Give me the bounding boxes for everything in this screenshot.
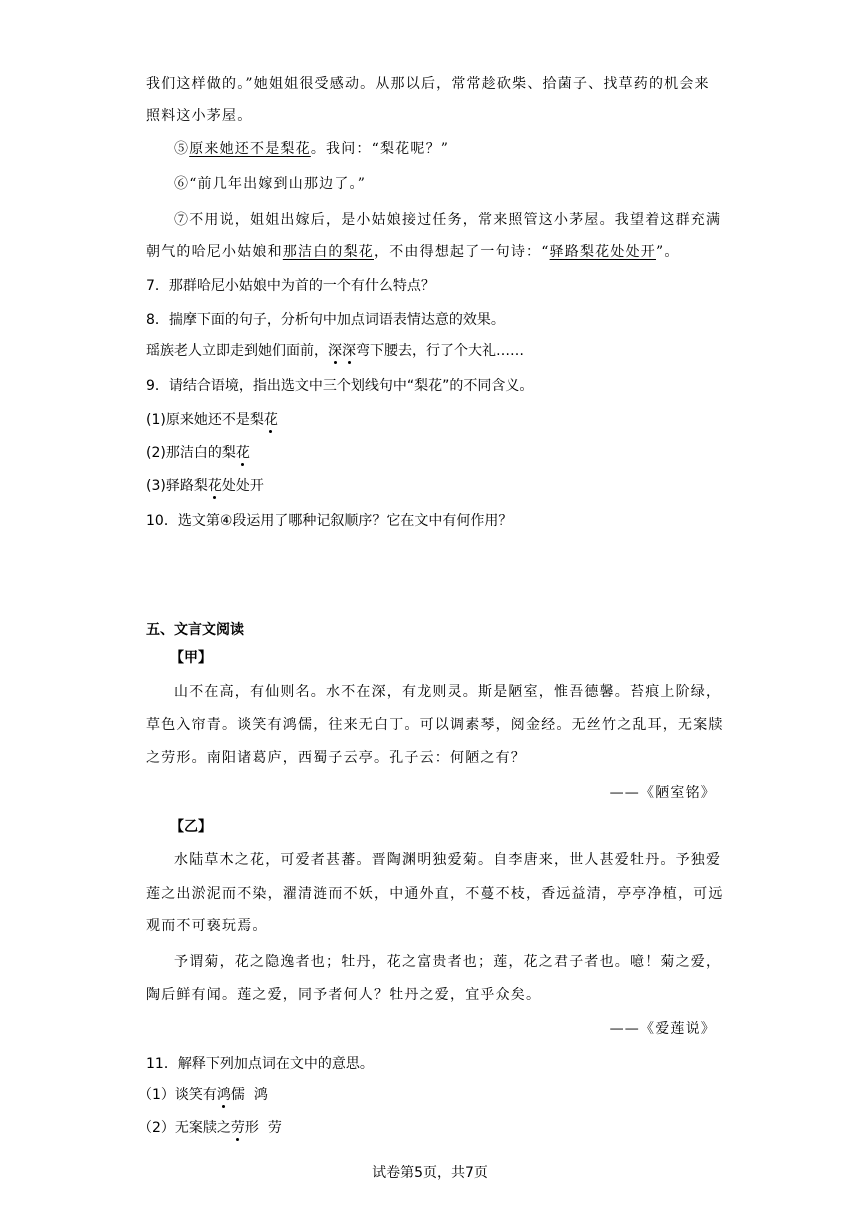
paragraph-text: 朝气的哈尼小姑娘和 — [146, 244, 283, 260]
item-text: （1）谈笑有 — [138, 1087, 217, 1103]
yi-line: 予谓菊，花之隐逸者也；牡丹，花之富贵者也；莲，花之君子者也。噫！菊之爱， — [174, 954, 722, 970]
item-text: 形 劳 — [244, 1120, 282, 1136]
dotted-char: 深 — [342, 343, 356, 359]
section-heading: 五、文言文阅读 — [146, 622, 244, 638]
item-text: （2）无案牍之 — [138, 1120, 231, 1136]
item-text: 儒 鸿 — [230, 1087, 268, 1103]
question-7: 7．那群哈尼小姑娘中为首的一个有什么特点？ — [146, 278, 435, 294]
sentence-text: 瑶族老人立即走到她们面前， — [146, 343, 328, 359]
dotted-char: 花 — [207, 478, 222, 494]
sentence-text: 弯下腰去，行了个大礼…… — [356, 343, 524, 359]
jia-line: 山不在高，有仙则名。水不在深，有龙则灵。斯是陋室，惟吾德馨。苔痕上阶绿， — [174, 684, 722, 700]
paragraph-text: ”。 — [655, 244, 680, 260]
question-9-item-2 — [146, 443, 250, 463]
paragraph-7-line2 — [146, 242, 680, 262]
underlined-sentence-2: 那洁白的梨花 — [282, 244, 375, 260]
question-10: 10．选文第④段运用了哪种记叙顺序？它在文中有何作用？ — [146, 513, 513, 529]
paragraph-text: ，不由得想起了一句诗：“ — [374, 244, 550, 260]
paragraph-5 — [174, 139, 449, 159]
jia-source: ——《陋室铭》 — [609, 785, 716, 801]
question-9-item-3 — [146, 476, 264, 496]
paragraph-number: ⑤ — [174, 141, 190, 157]
jia-line: 草色入帘青。谈笑有鸿儒，往来无白丁。可以调素琴，阅金经。无丝竹之乱耳，无案牍 — [146, 717, 724, 733]
item-text: 处处开 — [221, 478, 264, 494]
underlined-sentence-3: 驿路梨花处处开 — [549, 244, 656, 260]
item-text: (2)那洁白的梨 — [146, 445, 236, 461]
question-11: 11．解释下列加点词在文中的意思。 — [146, 1056, 374, 1072]
item-text: (3)驿路梨 — [146, 478, 208, 494]
paragraph-6: ⑥“前几年出嫁到山那边了。” — [174, 176, 367, 192]
yi-source: ——《爱莲说》 — [609, 1021, 716, 1037]
question-11-item-1 — [138, 1085, 268, 1105]
item-text: (1)原来她还不是梨 — [146, 412, 264, 428]
dotted-char: 鸿 — [216, 1087, 231, 1103]
passage-line: 我们这样做的。”她姐姐很受感动。从那以后，常常趁砍柴、拾菌子、找草药的机会来 — [146, 76, 710, 92]
text-label-yi: 【乙】 — [170, 819, 212, 835]
yi-line: 观而不可亵玩焉。 — [146, 918, 268, 934]
question-11-item-2 — [138, 1118, 282, 1138]
yi-line: 陶后鲜有闻。莲之爱，同予者何人？牡丹之爱，宜乎众矣。 — [146, 987, 542, 1003]
question-9: 9．请结合语境，指出选文中三个划线句中“梨花”的不同含义。 — [146, 378, 534, 394]
dotted-char: 花 — [263, 412, 278, 428]
jia-line: 之劳形。南阳诸葛庐，西蜀子云亭。孔子云：何陋之有？ — [146, 750, 526, 766]
yi-line: 水陆草木之花，可爱者甚蕃。晋陶渊明独爱菊。自李唐来，世人甚爱牡丹。予独爱 — [174, 852, 722, 868]
paragraph-text: 。我问：“梨花呢？” — [310, 141, 450, 157]
dotted-char: 深 — [328, 343, 342, 359]
underlined-sentence-1: 原来她还不是梨花 — [189, 141, 311, 157]
question-8: 8．揣摩下面的句子，分析句中加点词语表情达意的效果。 — [146, 312, 505, 328]
page-footer: 试卷第5页，共7页 — [372, 1165, 488, 1181]
dotted-char: 花 — [235, 445, 250, 461]
question-9-item-1 — [146, 410, 278, 430]
passage-line: 照料这小茅屋。 — [146, 108, 253, 124]
question-8-sentence — [146, 341, 524, 361]
paragraph-7-line1: ⑦不用说，姐姐出嫁后，是小姑娘接过任务，常来照管这小茅屋。我望着这群充满 — [174, 212, 722, 228]
yi-line: 莲之出淤泥而不染，濯清涟而不妖，中通外直，不蔓不枝，香远益清，亭亭净植，可远 — [146, 886, 724, 902]
text-label-jia: 【甲】 — [170, 650, 212, 666]
dotted-char: 劳 — [230, 1120, 245, 1136]
